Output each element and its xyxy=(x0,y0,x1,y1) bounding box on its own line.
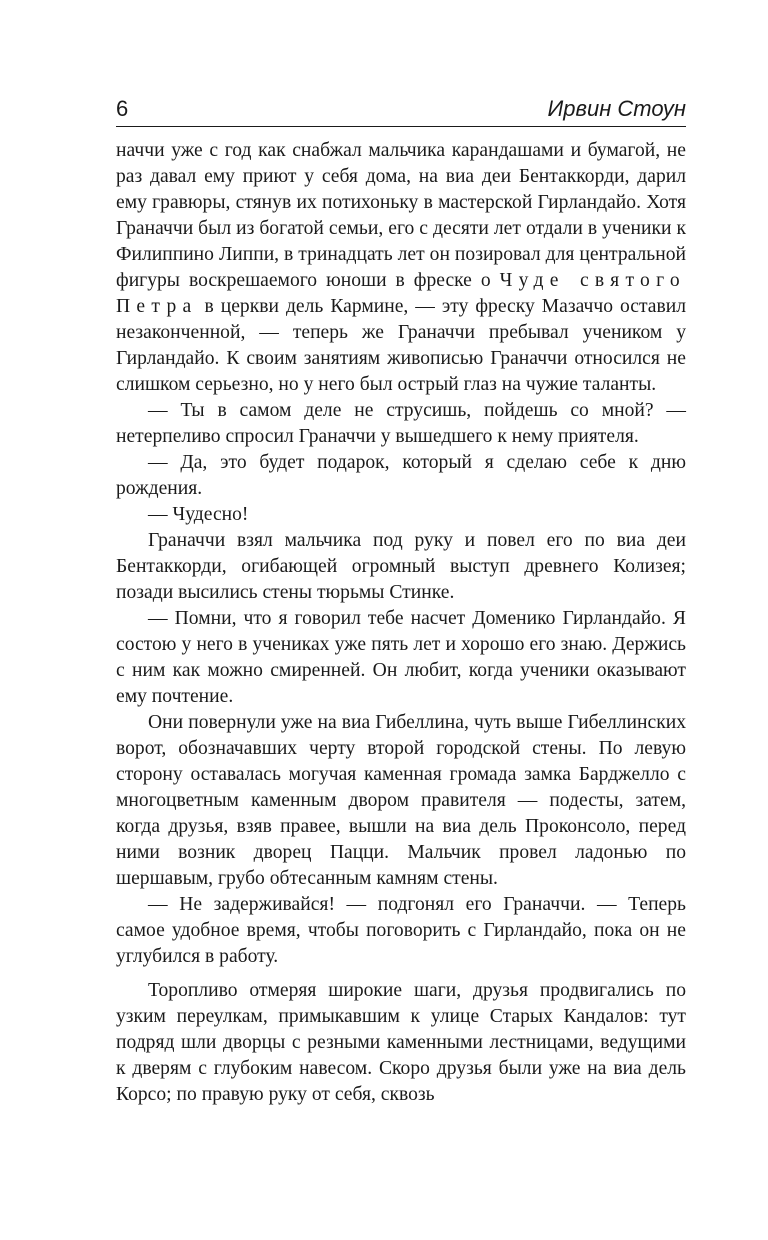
page-header xyxy=(116,92,686,127)
book-page xyxy=(116,92,686,1108)
fresco-title: Чуде святого Петра xyxy=(116,270,686,317)
dialogue-line: — Помни, что я говорил тебе насчет Доменико Гирландайо. Я состою у него в учениках уже пять лет и хорошо его знаю. Держись с ним как можно смиренней. Он любит, когда ученики оказывают ему почтение. xyxy=(116,608,686,707)
paragraph-text: в церкви дель Кармине, — эту фреску Мазаччо оставил незаконченной, — теперь же Граначчи пребывал учеником у Гирландайо. К своим занятиям живописью Граначчи относился не слишком серьезно, но у него был острый глаз на чужие таланты. xyxy=(116,296,686,395)
paragraph-text: наччи уже с год как снабжал мальчика карандашами и бумагой, не раз давал ему приют у себя дома, на виа деи Бентаккорди, дарил ему гравюры, стянув их потихоньку в мастерской Гирландайо. Хотя Граначчи был из богатой семьи, его с десяти лет отдали в ученики к Филиппино Липпи, в тринадцать лет он позировал для центральной фигуры воскрешаемого юноши в фреске о xyxy=(116,140,686,291)
dialogue-line: — Чудесно! xyxy=(148,504,249,525)
paragraph: Они повернули уже на виа Гибеллина, чуть выше Гибеллинских ворот, обозначавших черту второй городской стены. По левую сторону оставалась могучая каменная громада замка Барджелло с многоцветным каменным двором правителя — подесты, затем, когда друзья, взяв правее, вышли на виа дель Проконсоло, перед ними возник дворец Пацци. Мальчик провел ладонью по шершавым, грубо обтесанным камням стены. xyxy=(116,712,686,889)
paragraph: Граначчи взял мальчика под руку и повел его по виа деи Бентаккорди, огибающей огромный выступ древнего Колизея; позади высились стены тюрьмы Стинке. xyxy=(116,530,686,603)
dialogue-line: — Да, это будет подарок, который я сделаю себе к дню рождения. xyxy=(116,452,686,499)
running-head-author: Ирвин Стоун xyxy=(547,96,686,121)
dialogue-line: — Ты в самом деле не струсишь, пойдешь со мной? — нетерпеливо спросил Граначчи у вышедшего к нему приятеля. xyxy=(116,400,686,447)
paragraph-continuation xyxy=(116,138,686,398)
dialogue-line: — Не задерживайся! — подгонял его Граначчи. — Теперь самое удобное время, чтобы поговорить с Гирландайо, пока он не углубился в работу. xyxy=(116,894,686,967)
body-text xyxy=(116,138,686,1108)
paragraph: Торопливо отмеряя широкие шаги, друзья продвигались по узким переулкам, примыкавшим к улице Старых Кандалов: тут подряд шли дворцы с резными каменными лестницами, ведущими к дверям с глубоким навесом. Скоро друзья были уже на виа дель Корсо; по правую руку от себя, сквозь xyxy=(116,980,686,1105)
page-number: 6 xyxy=(116,96,129,121)
